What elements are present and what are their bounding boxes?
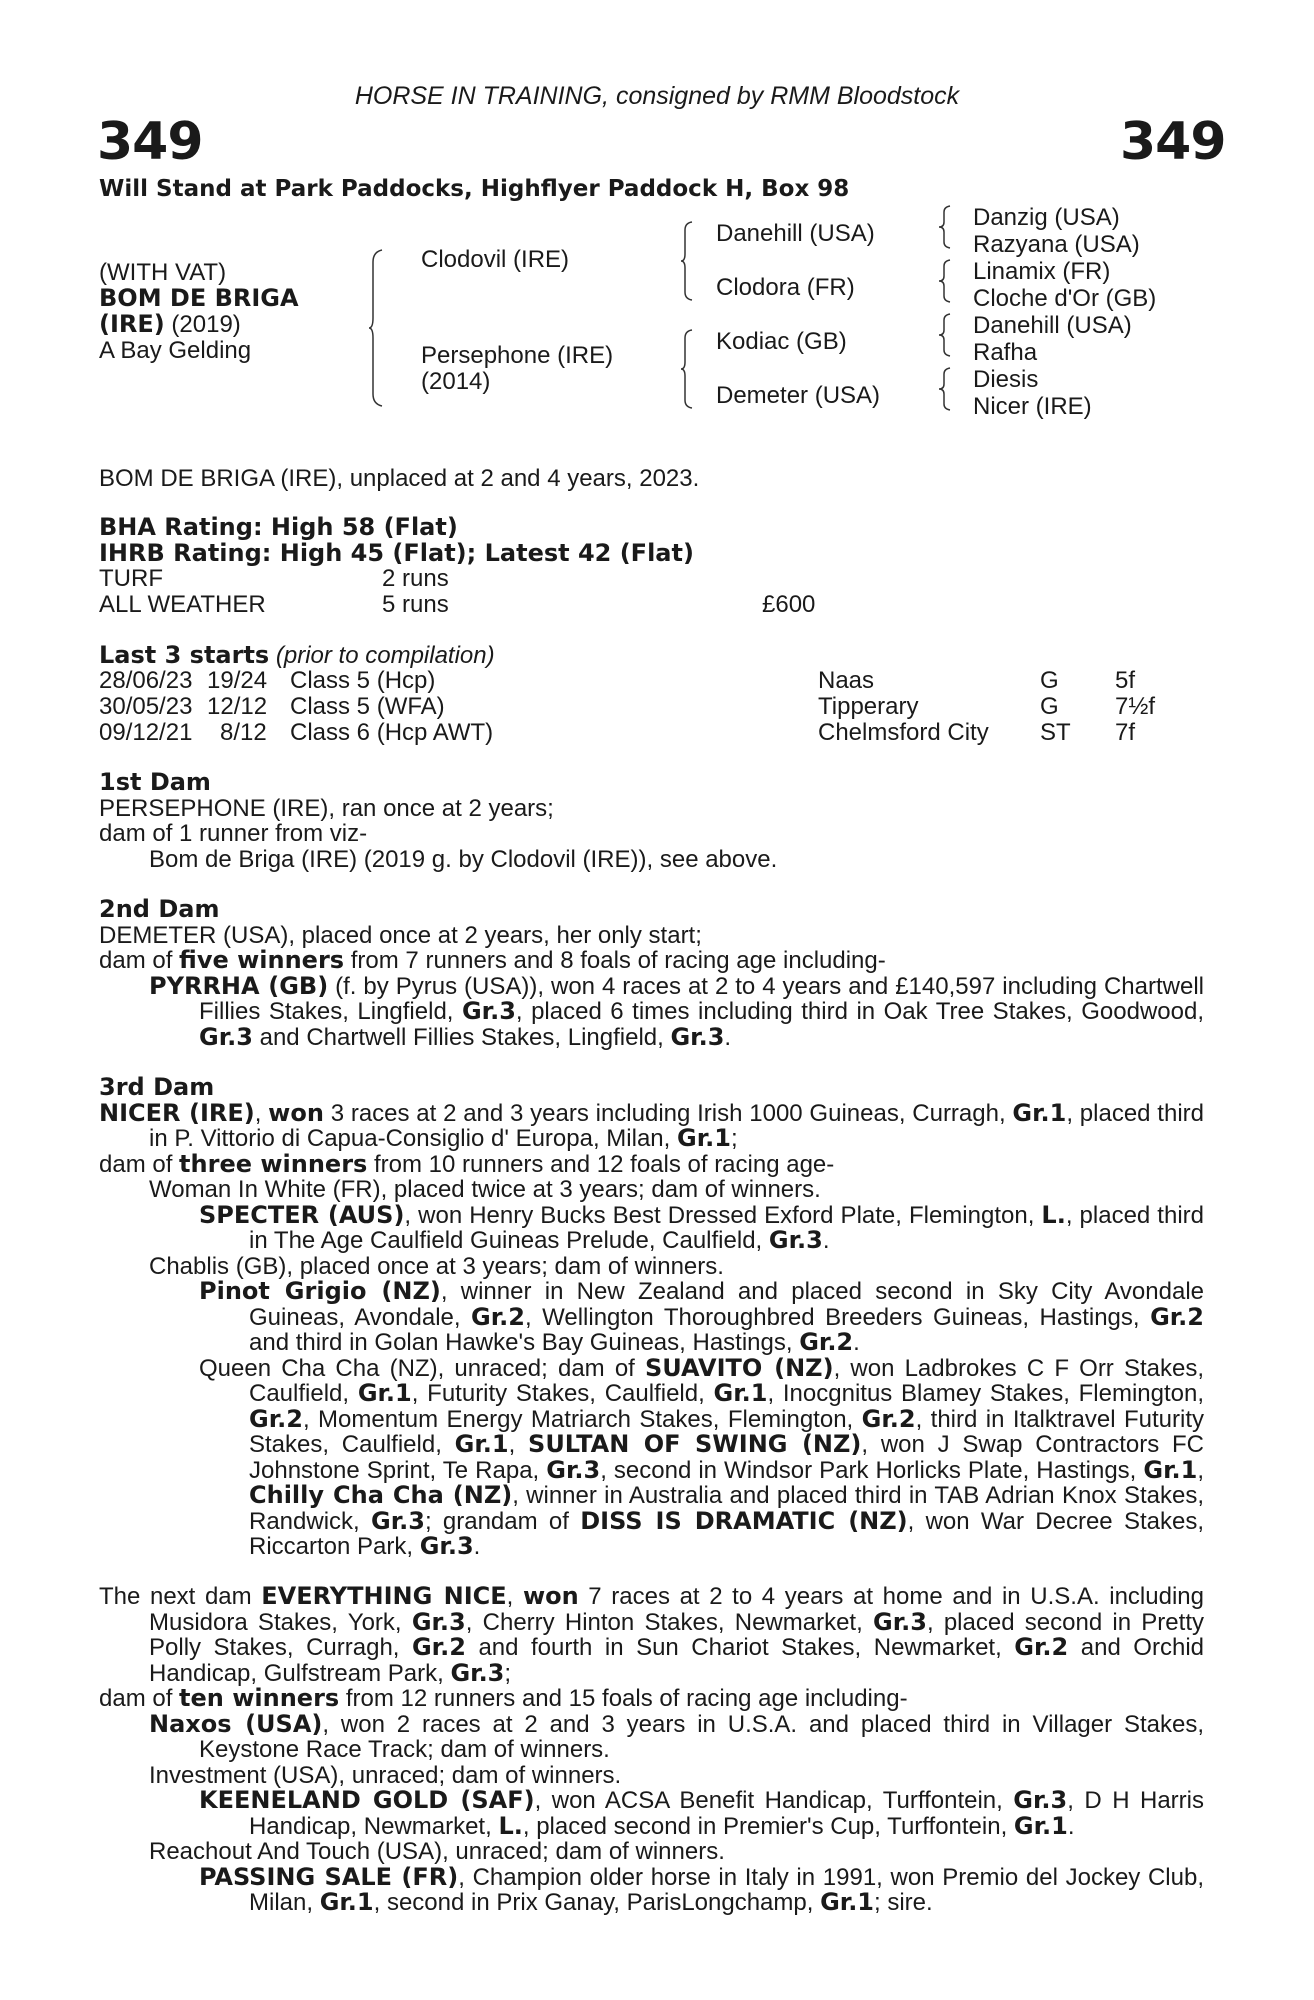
produce-line: Reachout And Touch (USA), unraced; dam of winners. [149, 1838, 725, 1865]
turf-runs: 2 runs [382, 565, 449, 592]
produce-entry: KEENELAND GOLD (SAF), won ACSA Benefit Handicap, Turffontein, Gr.3, D H Harris Handicap, Newmarket, L., placed second in Premier's Cup, Turffontein, Gr.1. [199, 1786, 1204, 1840]
start-course: Naas [818, 667, 875, 694]
dam-winners-line: dam of three winners from 10 runners and 12 foals of racing age- [99, 1149, 835, 1178]
pedigree-sdd: Cloche d'Or (GB) [973, 285, 1157, 312]
start-distance: 7f [1115, 719, 1136, 746]
race-summary: BOM DE BRIGA (IRE), unplaced at 2 and 4 years, 2023. [99, 465, 700, 492]
produce-entry: Queen Cha Cha (NZ), unraced; dam of SUAVITO (NZ), won Ladbrokes C F Orr Stakes, Caulfield, Gr.1, Futurity Stakes, Caulfield, Gr.1, Inocgnitus Blamey Stakes, Flemington, Gr.2, Momentum Energy Matriarch Stakes, Flemington, Gr.2, third in Italktravel Futurity Stakes, Caulfield, Gr.1, SULTAN OF SWING (NZ), won J Swap Contractors FC Johnstone Sprint, Te Rapa, Gr.3, second in Windsor Park Horlicks Plate, Hastings, Gr.1, Chilly Cha Cha (NZ), winner in Australia and placed third in TAB Adrian Knox Stakes, Randwick, Gr.3; grandam of DISS IS DRAMATIC (NZ), won War Decree Stakes, Riccarton Park, Gr.3. [199, 1353, 1205, 1560]
produce-line: Bom de Briga (IRE) (2019 g. by Clodovil (IRE)), see above. [149, 845, 778, 873]
start-race: Class 5 (Hcp) [290, 667, 436, 694]
aw-label: ALL WEATHER [99, 591, 266, 618]
pedigree-brace-7 [938, 366, 958, 412]
pedigree-dam: Persephone (IRE) [421, 342, 614, 369]
bha-rating: BHA Rating: High 58 (Flat) [99, 513, 458, 541]
section-heading: 1st Dam [99, 768, 211, 796]
start-position: 8/12 [220, 719, 267, 746]
pedigree-brace-5 [938, 258, 958, 304]
pedigree-dss: Danehill (USA) [973, 312, 1132, 339]
pedigree-sire-dam: Clodora (FR) [716, 274, 855, 301]
start-distance: 5f [1115, 667, 1136, 694]
pedigree-sss: Danzig (USA) [973, 204, 1120, 231]
produce-entry: Naxos (USA), won 2 races at 2 and 3 years in U.S.A. and placed third in Villager Stakes, Keystone Race Track; dam of winners. [149, 1709, 1204, 1763]
start-going: ST [1040, 719, 1071, 746]
lot-number-left: 349 [97, 112, 203, 172]
first-dam-section [99, 770, 1204, 872]
start-date: 09/12/21 [99, 719, 193, 746]
pedigree-brace-3 [680, 328, 700, 410]
produce-entry: PASSING SALE (FR), Champion older horse in Italy in 1991, won Premio del Jockey Club, Milan, Gr.1, second in Prix Ganay, ParisLongchamp, Gr.1; sire. [199, 1862, 1204, 1916]
start-race: Class 5 (WFA) [290, 693, 445, 720]
start-going: G [1040, 693, 1059, 720]
ihrb-rating: IHRB Rating: High 45 (Flat); Latest 42 (Flat) [99, 539, 694, 567]
pedigree-sire-sire: Danehill (USA) [716, 220, 875, 247]
pedigree-brace-2 [680, 220, 700, 302]
produce-line: Investment (USA), unraced; dam of winners. [149, 1761, 622, 1789]
pedigree-dam-year: (2014) [421, 368, 491, 395]
dam-winners-line: dam of ten winners from 12 runners and 15 foals of racing age including- [99, 1684, 908, 1712]
pedigree-dam-dam: Demeter (USA) [716, 382, 881, 409]
horse-description: A Bay Gelding [99, 337, 252, 364]
horse-origin-year: (IRE) (2019) [99, 310, 241, 338]
start-race: Class 6 (Hcp AWT) [290, 719, 494, 746]
produce-entry: Pinot Grigio (NZ), winner in New Zealand and placed second in Sky City Avondale Guineas, Avondale, Gr.2, Wellington Thoroughbred Breeders Guineas, Hastings, Gr.2 and third in Golan Hawke's Bay Guineas, Hastings, Gr.2. [199, 1277, 1204, 1356]
last-starts-heading: Last 3 starts (prior to compilation) [99, 641, 495, 669]
pedigree-dsd: Rafha [973, 339, 1038, 366]
pedigree-sds: Linamix (FR) [973, 258, 1111, 285]
pedigree-ddd: Nicer (IRE) [973, 393, 1092, 420]
pedigree-brace-6 [938, 312, 958, 358]
horse-name: BOM DE BRIGA [99, 284, 299, 312]
pedigree-brace-1 [368, 248, 388, 408]
dam-line: The next dam EVERYTHING NICE, won 7 races at 2 to 4 years at home and in U.S.A. including Musidora Stakes, York, Gr.3, Cherry Hinton Stakes, Newmarket, Gr.3, placed second in Pretty Polly Stakes, Curragh, Gr.2 and fourth in Sun Chariot Stakes, Newmarket, Gr.2 and Orchid Handicap, Gulfstream Park, Gr.3; [99, 1582, 1204, 1687]
produce-entry: SPECTER (AUS), won Henry Bucks Best Dressed Exford Plate, Flemington, L., placed third in The Age Caulfield Guineas Prelude, Caulfield, Gr.3. [199, 1200, 1204, 1254]
section-heading: 2nd Dam [99, 895, 220, 923]
page-header: HORSE IN TRAINING, consigned by RMM Bloodstock [354, 82, 960, 110]
pedigree-dds: Diesis [973, 366, 1039, 393]
pedigree-sire: Clodovil (IRE) [421, 246, 570, 273]
start-course: Tipperary [818, 693, 919, 720]
produce-line: Woman In White (FR), placed twice at 3 years; dam of winners. [149, 1176, 821, 1203]
lot-number-right: 349 [1120, 112, 1226, 172]
produce-entry: PYRRHA (GB) (f. by Pyrus (USA)), won 4 races at 2 to 4 years and £140,597 including Chartwell Fillies Stakes, Lingfield, Gr.3, placed 6 times including third in Oak Tree Stakes, Goodwood, Gr.3 and Chartwell Fillies Stakes, Lingfield, Gr.3. [149, 971, 1204, 1051]
second-dam-section [99, 897, 1204, 1050]
next-dam-section [99, 1584, 1204, 1916]
pedigree-ssd: Razyana (USA) [973, 231, 1140, 258]
section-heading: 3rd Dam [99, 1073, 215, 1101]
stabling-location: Will Stand at Park Paddocks, Highflyer Paddock H, Box 98 [99, 176, 850, 202]
pedigree-brace-4 [938, 204, 958, 250]
start-date: 30/05/23 [99, 693, 193, 720]
start-date: 28/06/23 [99, 667, 193, 694]
aw-runs: 5 runs [382, 591, 449, 618]
third-dam-section [99, 1075, 1204, 1560]
turf-label: TURF [99, 565, 163, 592]
dam-line: PERSEPHONE (IRE), ran once at 2 years; [99, 794, 554, 822]
aw-prize: £600 [762, 591, 816, 618]
start-course: Chelmsford City [818, 719, 989, 746]
dam-winners-line: dam of five winners from 7 runners and 8 foals of racing age including- [99, 946, 886, 974]
start-position: 19/24 [207, 667, 268, 694]
pedigree-dam-sire: Kodiac (GB) [716, 328, 847, 355]
vat-note: (WITH VAT) [99, 259, 227, 286]
start-position: 12/12 [207, 693, 268, 720]
start-going: G [1040, 667, 1059, 694]
dam-line: dam of 1 runner from viz- [99, 820, 368, 847]
dam-line: NICER (IRE), won 3 races at 2 and 3 years including Irish 1000 Guineas, Curragh, Gr.1, placed third in P. Vittorio di Capua-Consiglio d' Europa, Milan, Gr.1; [99, 1098, 1204, 1152]
produce-line: Chablis (GB), placed once at 3 years; dam of winners. [149, 1252, 724, 1280]
dam-line: DEMETER (USA), placed once at 2 years, her only start; [99, 921, 702, 949]
start-distance: 7½f [1115, 693, 1156, 720]
